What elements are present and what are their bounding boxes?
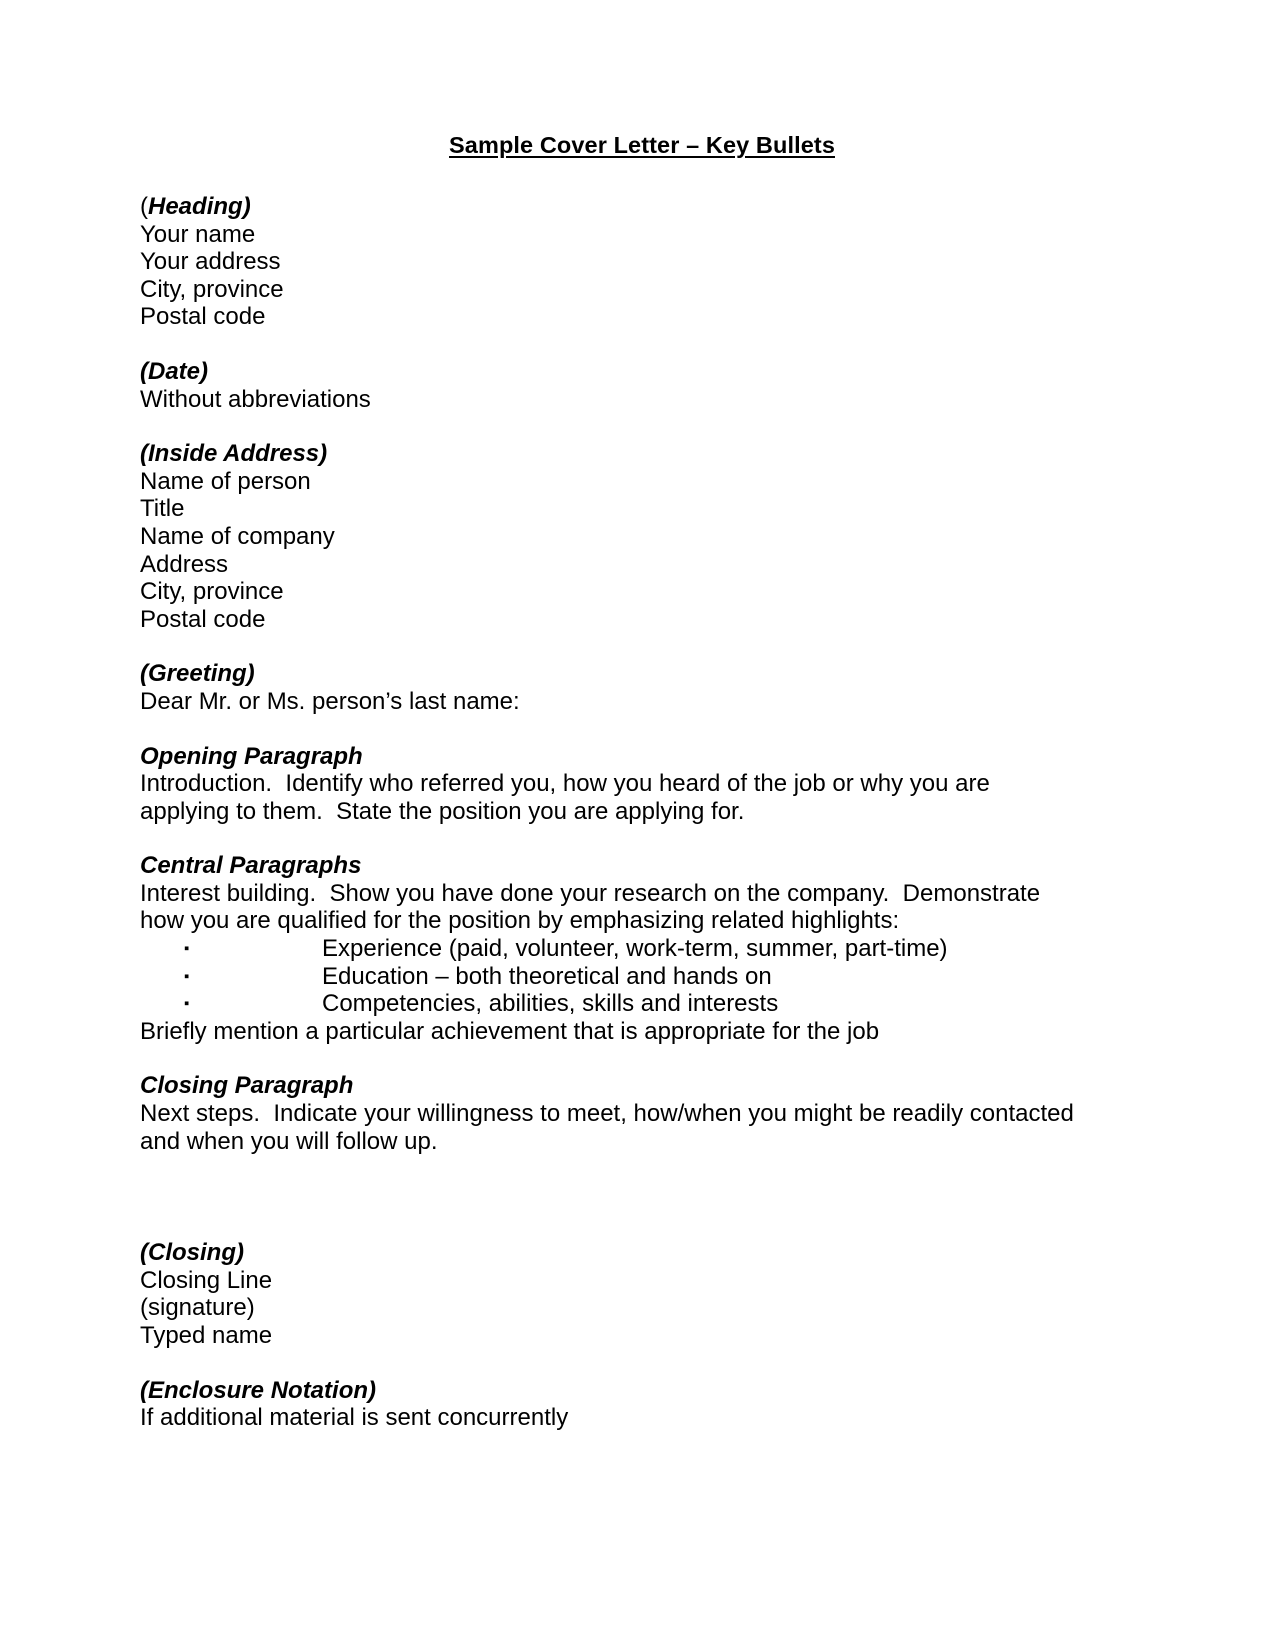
greeting-line-1: Dear Mr. or Ms. person’s last name: [140, 687, 520, 715]
list-item-label: Competencies, abilities, skills and interests [322, 990, 779, 1018]
section-date-label: (Date) [140, 357, 209, 385]
closing-paragraph-body: Next steps. Indicate your willingness to meet, how/when you might be readily contacted and when you will follow up. [140, 1100, 1081, 1155]
section-heading [140, 193, 1100, 331]
inside-address-line-6: Postal code [140, 605, 266, 633]
spacer-after-closing [140, 1350, 1100, 1377]
section-closing-label: (Closing) [140, 1239, 244, 1267]
heading-line-4: Postal code [140, 303, 266, 331]
inside-address-line-5: City, province [140, 578, 284, 606]
section-inside-address-label: (Inside Address) [140, 440, 328, 468]
central-paragraphs-body: Interest building. Show you have done your research on the company. Demonstrate how you are qualified for the position by emphasizing related highlights: [140, 879, 1047, 935]
square-bullet-icon: ▪ [184, 940, 190, 958]
heading-line-2: Your address [140, 248, 281, 276]
section-closing-paragraph-label: Closing Paragraph [140, 1072, 354, 1100]
list-item [140, 963, 1100, 991]
heading-line-1: Your name [140, 220, 256, 248]
section-closing [140, 1239, 1100, 1349]
spacer-after-opening-paragraph [140, 825, 1100, 852]
list-item [140, 990, 1100, 1018]
spacer-after-central-paragraphs [140, 1045, 1100, 1072]
list-item [140, 935, 1100, 963]
section-inside-address [140, 440, 1100, 633]
section-closing-paragraph [140, 1072, 1100, 1155]
section-date [140, 358, 1100, 413]
page-title [140, 132, 1100, 159]
heading-line-3: City, province [140, 275, 284, 303]
enclosure-notation-line-1: If additional material is sent concurrently [140, 1404, 569, 1432]
spacer-after-inside-address [140, 633, 1100, 660]
spacer-before-closing [140, 1155, 1100, 1239]
central-paragraphs-closing-line: Briefly mention a particular achievement that is appropriate for the job [140, 1017, 880, 1045]
section-enclosure-notation-label: (Enclosure Notation) [140, 1376, 377, 1404]
document-body [140, 132, 1100, 1432]
opening-paragraph-body: Introduction. Identify who referred you, how you heard of the job or why you are applying to them. State the position you are applying for. [140, 770, 997, 825]
section-greeting [140, 660, 1100, 715]
spacer-after-greeting [140, 716, 1100, 743]
section-greeting-label: (Greeting) [140, 660, 255, 688]
section-opening-paragraph-label: Opening Paragraph [140, 742, 363, 770]
highlights-bullet-list [140, 935, 1100, 1018]
closing-line-1: Closing Line [140, 1266, 273, 1294]
inside-address-line-4: Address [140, 550, 229, 578]
section-heading-label [140, 193, 1100, 221]
date-line-1: Without abbreviations [140, 385, 371, 413]
section-opening-paragraph [140, 743, 1100, 826]
inside-address-line-3: Name of company [140, 522, 335, 550]
section-central-paragraphs [140, 852, 1100, 1045]
inside-address-line-1: Name of person [140, 467, 311, 495]
closing-line-2: (signature) [140, 1294, 255, 1322]
spacer-after-date [140, 413, 1100, 440]
list-item-label: Education – both theoretical and hands on [322, 962, 772, 990]
section-heading-open-paren: ( [140, 193, 148, 220]
list-item-label: Experience (paid, volunteer, work-term, summer, part-time) [322, 935, 948, 963]
section-heading-label-text: Heading [148, 193, 243, 220]
square-bullet-icon: ▪ [184, 995, 190, 1013]
section-heading-close-paren: ) [242, 193, 251, 220]
closing-line-3: Typed name [140, 1322, 273, 1349]
square-bullet-icon: ▪ [184, 967, 190, 985]
inside-address-line-2: Title [140, 495, 185, 523]
spacer-after-heading [140, 331, 1100, 358]
section-central-paragraphs-label: Central Paragraphs [140, 852, 362, 880]
section-enclosure-notation [140, 1377, 1100, 1432]
page-title-text: Sample Cover Letter – Key Bullets [449, 132, 835, 158]
